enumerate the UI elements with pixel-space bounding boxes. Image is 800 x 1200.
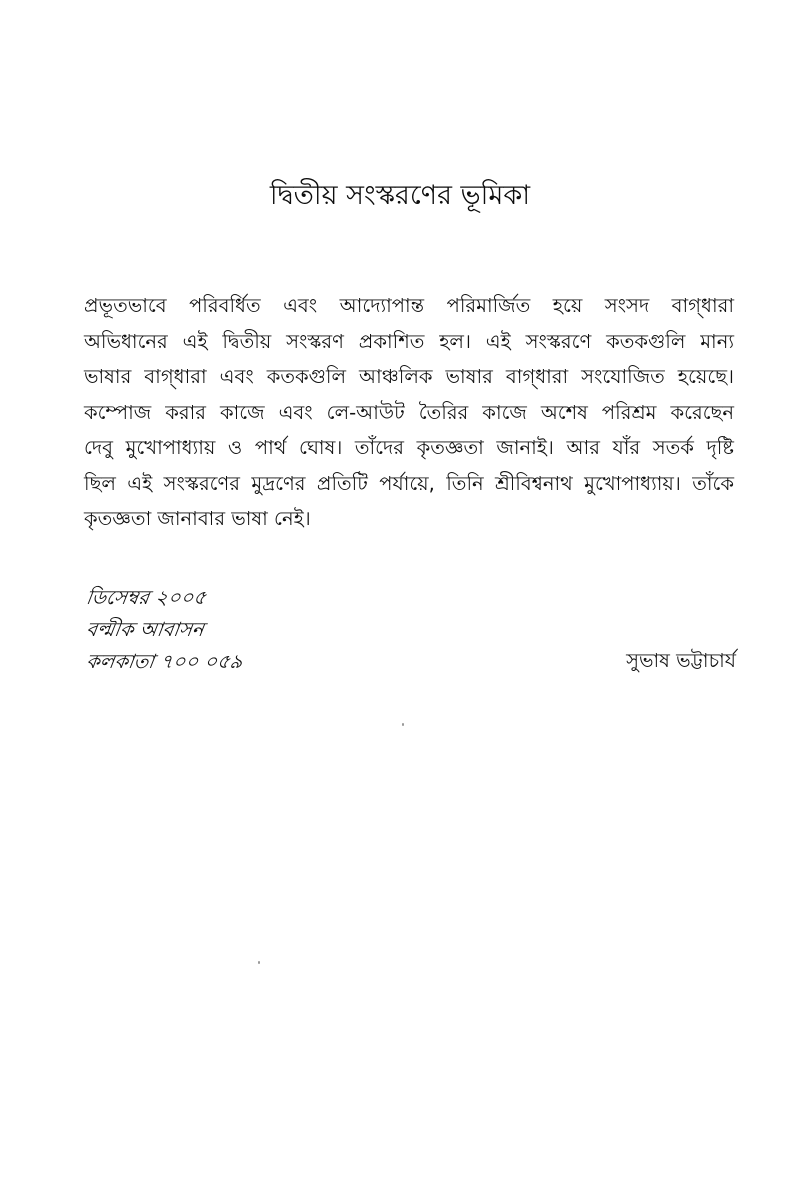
scan-speck [258,961,260,964]
paragraph-line: কৃতজ্ঞতা জানাবার ভাষা নেই। [84,507,311,530]
paragraph-line: ছিল এই সংস্করণের মুদ্রণের প্রতিটি পর্যায়ে, তিনি শ্রীবিশ্বনাথ মুখোপাধ্যায়। তাঁকে [84,471,734,495]
date-line: ডিসেম্বর ২০০৫ [84,586,208,609]
preface-paragraph [84,288,734,537]
paragraph-line: কম্পোজ করার কাজে এবং লে-আউট তৈরির কাজে অশেষ পরিশ্রম করেছেন [84,400,734,424]
address-block [84,582,245,678]
paragraph-line: ভাষার বাগ্‌ধারা এবং কতকগুলি আঞ্চলিক ভাষার বাগ্‌ধারা সংযোজিত হয়েছে। [84,365,734,388]
place-line: বল্মীক আবাসন [84,618,206,641]
paragraph-line: প্রভূতভাবে পরিবর্ধিত এবং আদ্যোপান্ত পরিমার্জিত হয়ে সংসদ বাগ্‌ধারা [84,294,734,317]
paragraph-line: দেবু মুখোপাধ্যায় ও পার্থ ঘোষ। তাঁদের কৃতজ্ঞতা জানাই। আর যাঁর সতর্ক দৃষ্টি [84,436,734,459]
scan-speck [402,723,404,726]
paragraph-line: অভিধানের এই দ্বিতীয় সংস্করণ প্রকাশিত হল। এই সংস্করণে কতকগুলি মান্য [84,329,734,353]
city-line: কলকাতা ৭০০ ০৫৯ [84,650,245,673]
author-signature: সুভাষ ভট্টাচার্য [626,649,736,672]
page-title: দ্বিতীয় সংস্করণের ভূমিকা [269,180,531,211]
